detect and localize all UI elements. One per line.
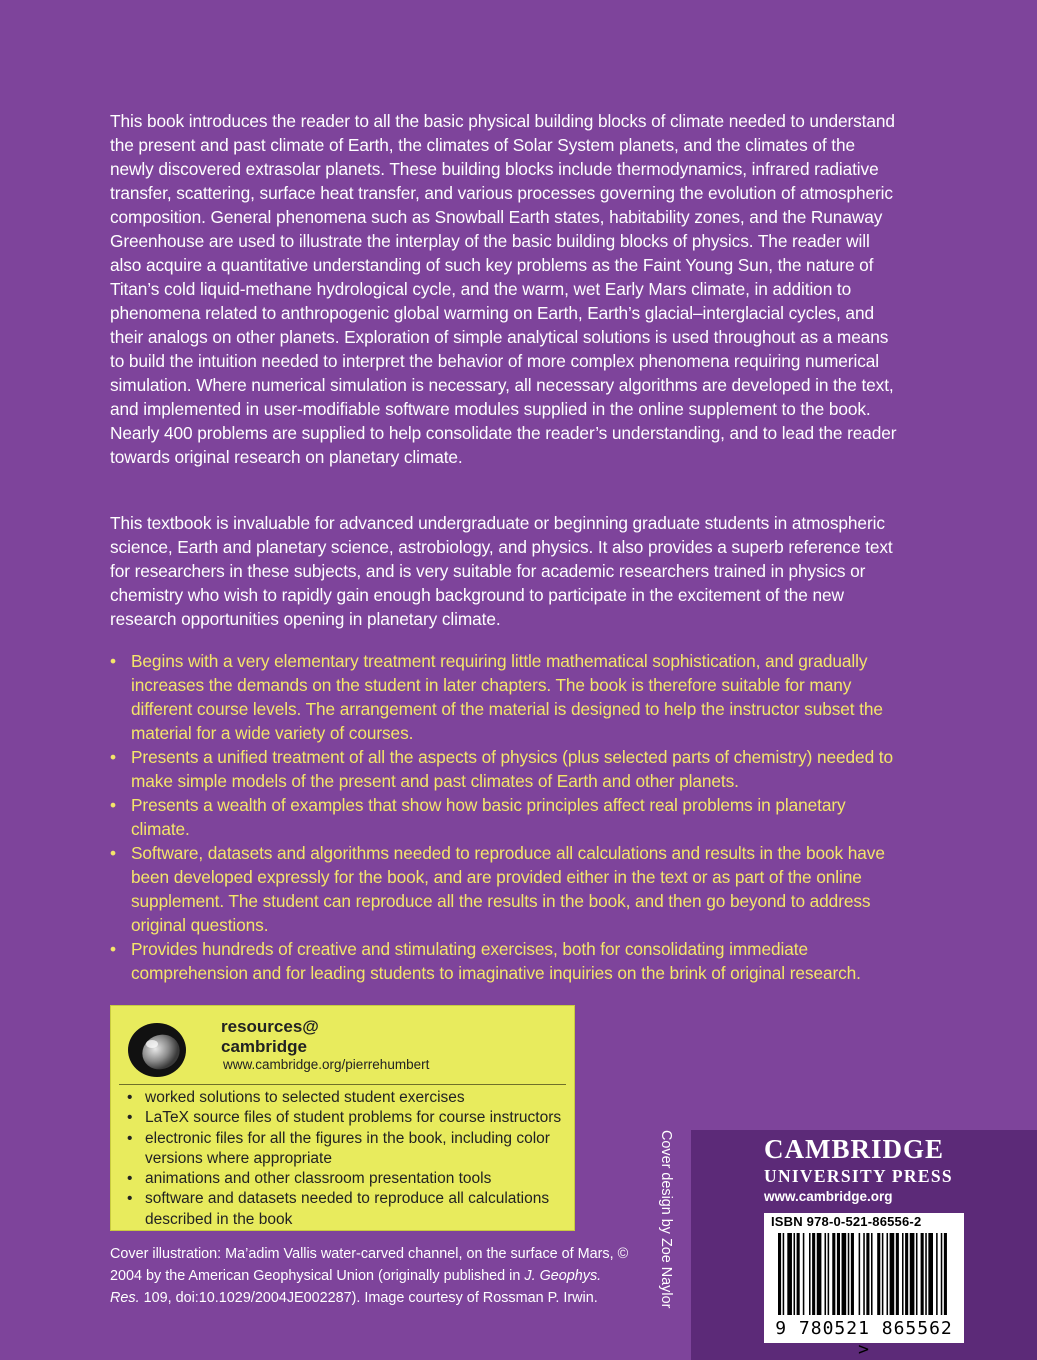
- barcode-bar: [859, 1233, 861, 1315]
- barcode-bar: [902, 1233, 904, 1315]
- barcode-bar: [921, 1233, 924, 1315]
- barcode-bar: [809, 1233, 811, 1315]
- resources-list: [125, 1088, 565, 1230]
- barcode-bar: [832, 1233, 835, 1315]
- barcode-bar: [863, 1233, 865, 1315]
- barcode-bar: [837, 1233, 840, 1315]
- list-item: • worked solutions to selected student exercises: [125, 1088, 565, 1108]
- publisher-panel: [691, 1130, 1037, 1360]
- barcode-bar: [797, 1233, 800, 1315]
- barcode-bar: [936, 1233, 938, 1315]
- barcode-bar: [941, 1233, 943, 1315]
- barcode-bar: [803, 1233, 805, 1315]
- barcode-bar: [842, 1233, 847, 1315]
- barcode-bar: [825, 1233, 827, 1315]
- bullet-icon: •: [110, 747, 116, 767]
- isbn-label: ISBN 978-0-521-86556-2: [771, 1214, 922, 1229]
- resources-box: [110, 1005, 575, 1231]
- feature-list: [110, 649, 900, 985]
- publisher-subtitle: UNIVERSITY PRESS: [764, 1166, 953, 1186]
- bullet-icon: •: [127, 1109, 133, 1127]
- bullet-icon: •: [110, 795, 116, 815]
- barcode-bar: [905, 1233, 908, 1315]
- barcode-bar: [817, 1233, 822, 1315]
- barcode-bar: [871, 1233, 873, 1315]
- description-paragraph-2: This textbook is invaluable for advanced undergraduate or beginning graduate students in atmospheric science, Earth and planetary science, astrobiology, and physics. It also provides a superb reference text for researchers in these subjects, and is very suitable for academic researchers trained in physics or chemistry who wish to rapidly gain enough background to participate in the excitement of the new research opportunities opening in planetary climate.: [110, 513, 893, 629]
- barcode-bar: [916, 1233, 918, 1315]
- feature-item: • Provides hundreds of creative and stimulating exercises, both for consolidating immediate comprehension and for leading students to imaginative inquiries on the brink of original research.: [110, 939, 861, 983]
- list-item: • software and datasets needed to reproduce all calculations described in the book: [127, 1190, 550, 1228]
- bullet-icon: •: [127, 1129, 133, 1147]
- barcode-bar: [848, 1233, 850, 1315]
- bullet-icon: •: [127, 1089, 133, 1106]
- barcode-bar: [783, 1233, 785, 1315]
- list-item: • electronic files for all the figures in the book, including color versions where appropriate: [127, 1129, 550, 1167]
- bullet-icon: •: [110, 843, 116, 863]
- barcode-bar: [925, 1233, 927, 1315]
- barcode-bar: [896, 1233, 899, 1315]
- resources-logo-icon: [125, 1018, 189, 1082]
- resources-brand: resources@ cambridge: [221, 1017, 319, 1056]
- bullet-icon: •: [127, 1170, 133, 1188]
- publisher-name: CAMBRIDGE: [764, 1134, 945, 1164]
- barcode-bar: [944, 1233, 947, 1315]
- divider: [119, 1084, 566, 1085]
- feature-item: • Software, datasets and algorithms needed to reproduce all calculations and results in the book have been developed expressly for the book, and are provided either in the text or as part of the online supplement. The student can reproduce all the results in the book, and then go beyond to address original questions.: [110, 843, 885, 935]
- resources-url[interactable]: www.cambridge.org/pierrehumbert: [223, 1057, 430, 1072]
- feature-item: • Presents a wealth of examples that show how basic principles affect real problems in planetary climate.: [110, 795, 846, 839]
- barcode-bar: [851, 1233, 854, 1315]
- cover-design-credit: Cover design by Zoe Naylor: [658, 1130, 674, 1309]
- bullet-icon: •: [110, 651, 116, 671]
- barcode-bar: [910, 1233, 915, 1315]
- barcode-digits: 9 780521 865562 >: [775, 1318, 953, 1360]
- feature-item: • Presents a unified treatment of all the aspects of physics (plus selected parts of chemistry) needed to make simple models of the present and past climates of Earth and other planets.: [110, 747, 893, 791]
- publisher-url[interactable]: www.cambridge.org: [764, 1189, 893, 1204]
- barcode-bar: [866, 1233, 869, 1315]
- barcode: [764, 1213, 964, 1360]
- barcode-bar: [778, 1233, 781, 1315]
- barcode-bar: [877, 1233, 880, 1315]
- barcode-bar: [882, 1233, 884, 1315]
- cover-illustration-credit: Cover illustration: Ma’adim Vallis water-carved channel, on the surface of Mars, © 2004 by the American Geophysical Union (originally published in J. Geophys. Res. 109, doi:10.1029/2004JE002287). Image courtesy of Rossman P. Irwin.: [110, 1246, 629, 1306]
- barcode-bar: [928, 1233, 933, 1315]
- description-paragraph-1: This book introduces the reader to all the basic physical building blocks of climate needed to understand the present and past climate of Earth, the climates of Solar System planets, and the climates of the newly discovered extrasolar planets. These building blocks include thermodynamics, infrared radiative transfer, scattering, surface heat transfer, and various processes governing the evolution of atmospheric composition. General phenomena such as Snowball Earth states, habitability zones, and the Runaway Greenhouse are used to illustrate the interplay of the basic building blocks of physics. The reader will also acquire a quantitative understanding of such key problems as the Faint Young Sun, the nature of Titan’s cold liquid-methane hydrological cycle, and the warm, wet Early Mars climate, in addition to phenomena related to anthropogenic global warming on Earth, Earth’s glacial–interglacial cycles, and their analogs on other planets. Exploration of simple analytical solutions is used throughout as a means to build the intuition needed to interpret the behavior of more complex phenomena requiring numerical simulation. Where numerical simulation is necessary, all necessary algorithms are developed in the text, and implemented in user-modifiable software modules supplied in the online supplement to the book. Nearly 400 problems are supplied to help consolidate the reader’s understanding, and to lead the reader towards original research on planetary climate.: [110, 111, 897, 467]
- barcode-bar: [812, 1233, 815, 1315]
- bullet-icon: •: [110, 939, 116, 959]
- barcode-bar: [787, 1233, 792, 1315]
- feature-item: • Begins with a very elementary treatment requiring little mathematical sophistication, and gradually increases the demands on the student in later chapters. The book is therefore suitable for many different course levels. The arrangement of the material is designed to help the instructor subset the material for a wide variety of courses.: [110, 651, 883, 743]
- barcode-bar: [887, 1233, 889, 1315]
- list-item: • animations and other classroom presentation tools: [125, 1169, 565, 1189]
- bullet-icon: •: [127, 1190, 133, 1208]
- barcode-bar: [828, 1233, 830, 1315]
- barcode-bar: [794, 1233, 796, 1315]
- list-item: • LaTeX source files of student problems for course instructors: [125, 1108, 565, 1128]
- barcode-bar: [890, 1233, 895, 1315]
